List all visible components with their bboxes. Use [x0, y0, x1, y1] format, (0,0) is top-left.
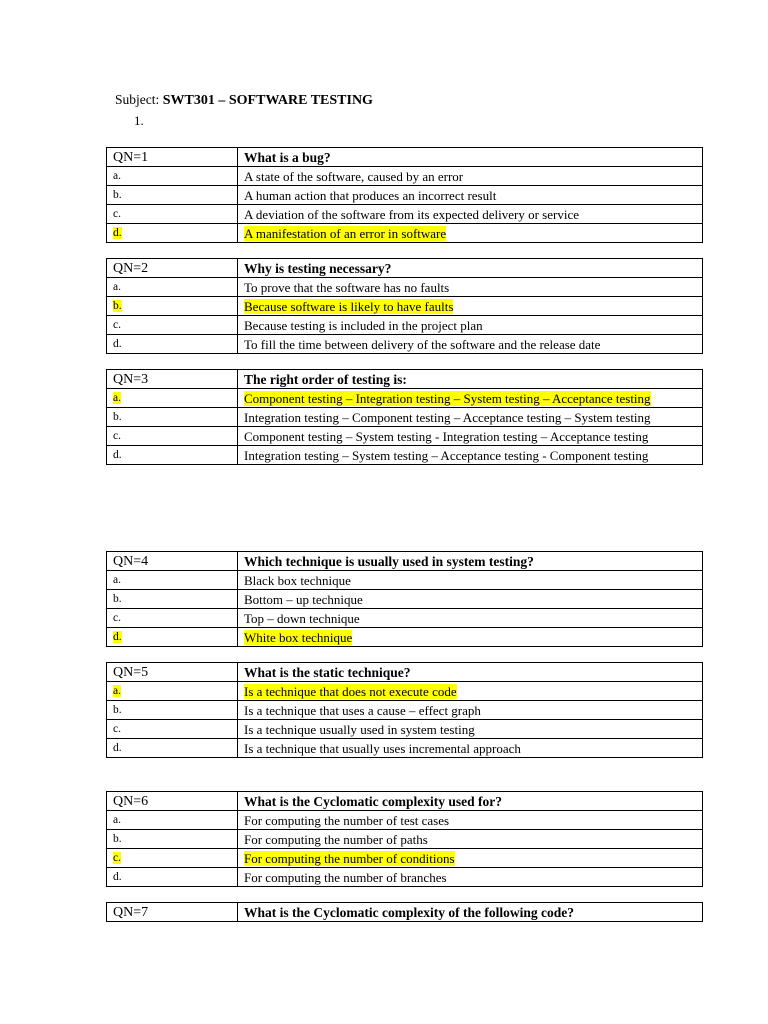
question-table-1 — [106, 147, 703, 243]
question-table-4 — [106, 551, 703, 647]
option-text-correct: Because software is likely to have faults — [244, 299, 454, 314]
question-number: QN=2 — [107, 259, 238, 278]
question-table-6 — [106, 791, 703, 887]
option-text: A state of the software, caused by an error — [244, 169, 464, 184]
option-letter: a. — [113, 814, 121, 826]
option-letter-correct: a. — [113, 392, 121, 404]
option-text: Is a technique usually used in system testing — [244, 722, 475, 737]
option-letter-correct: b. — [113, 300, 122, 312]
option-text-correct: For computing the number of conditions — [244, 851, 455, 866]
option-letter-correct: d. — [113, 631, 122, 643]
question-text: Which technique is usually used in system testing? — [238, 552, 703, 571]
question-number: QN=3 — [107, 370, 238, 389]
question-text: What is the static technique? — [238, 663, 703, 682]
question-text: What is the Cyclomatic complexity of the following code? — [238, 903, 703, 922]
option-letter: b. — [113, 411, 122, 423]
question-number: QN=6 — [107, 792, 238, 811]
question-table-2 — [106, 258, 703, 354]
subject-line — [115, 92, 373, 109]
option-letter: a. — [113, 574, 121, 586]
option-text-correct: Is a technique that does not execute code — [244, 684, 457, 699]
option-text: Because testing is included in the project plan — [244, 318, 483, 333]
subject-label: Subject: — [115, 92, 160, 107]
option-text: Black box technique — [244, 573, 351, 588]
option-text-correct: White box technique — [244, 630, 353, 645]
option-letter: c. — [113, 208, 121, 220]
option-text: Integration testing – System testing – Acceptance testing - Component testing — [244, 448, 649, 463]
question-number: QN=5 — [107, 663, 238, 682]
option-letter-correct: a. — [113, 685, 121, 697]
option-letter: d. — [113, 742, 122, 754]
option-text: Integration testing – Component testing – Acceptance testing – System testing — [244, 410, 651, 425]
option-text: Is a technique that usually uses incremental approach — [244, 741, 521, 756]
option-text-correct: Component testing – Integration testing – System testing – Acceptance testing — [244, 391, 651, 406]
question-table-5 — [106, 662, 703, 758]
option-text: Bottom – up technique — [244, 592, 363, 607]
option-letter: b. — [113, 189, 122, 201]
option-letter: d. — [113, 449, 122, 461]
subject-course: SWT301 – SOFTWARE TESTING — [162, 93, 373, 108]
question-text: The right order of testing is: — [238, 370, 703, 389]
option-text: To fill the time between delivery of the software and the release date — [244, 337, 601, 352]
option-letter: a. — [113, 281, 121, 293]
option-letter: d. — [113, 871, 122, 883]
option-text: For computing the number of test cases — [244, 813, 450, 828]
option-letter: a. — [113, 170, 121, 182]
option-letter: b. — [113, 833, 122, 845]
question-number: QN=4 — [107, 552, 238, 571]
question-table-3 — [106, 369, 703, 465]
option-text: For computing the number of paths — [244, 832, 428, 847]
option-letter: b. — [113, 704, 122, 716]
list-number: 1. — [134, 113, 144, 128]
option-letter: c. — [113, 723, 121, 735]
option-letter-correct: c. — [113, 852, 121, 864]
option-letter: c. — [113, 319, 121, 331]
question-number: QN=7 — [107, 903, 238, 922]
question-text: What is the Cyclomatic complexity used for? — [238, 792, 703, 811]
option-letter: c. — [113, 612, 121, 624]
option-text: A deviation of the software from its expected delivery or service — [244, 207, 579, 222]
option-text: To prove that the software has no faults — [244, 280, 450, 295]
option-text: A human action that produces an incorrect result — [244, 188, 497, 203]
question-text: What is a bug? — [238, 148, 703, 167]
option-text: Component testing – System testing - Integration testing – Acceptance testing — [244, 429, 649, 444]
option-text: Is a technique that uses a cause – effect graph — [244, 703, 481, 718]
option-letter: c. — [113, 430, 121, 442]
question-text: Why is testing necessary? — [238, 259, 703, 278]
option-letter: d. — [113, 338, 122, 350]
option-text: For computing the number of branches — [244, 870, 447, 885]
option-text-correct: A manifestation of an error in software — [244, 226, 447, 241]
option-letter: b. — [113, 593, 122, 605]
question-table-7 — [106, 902, 703, 922]
question-number: QN=1 — [107, 148, 238, 167]
option-letter-correct: d. — [113, 227, 122, 239]
option-text: Top – down technique — [244, 611, 360, 626]
